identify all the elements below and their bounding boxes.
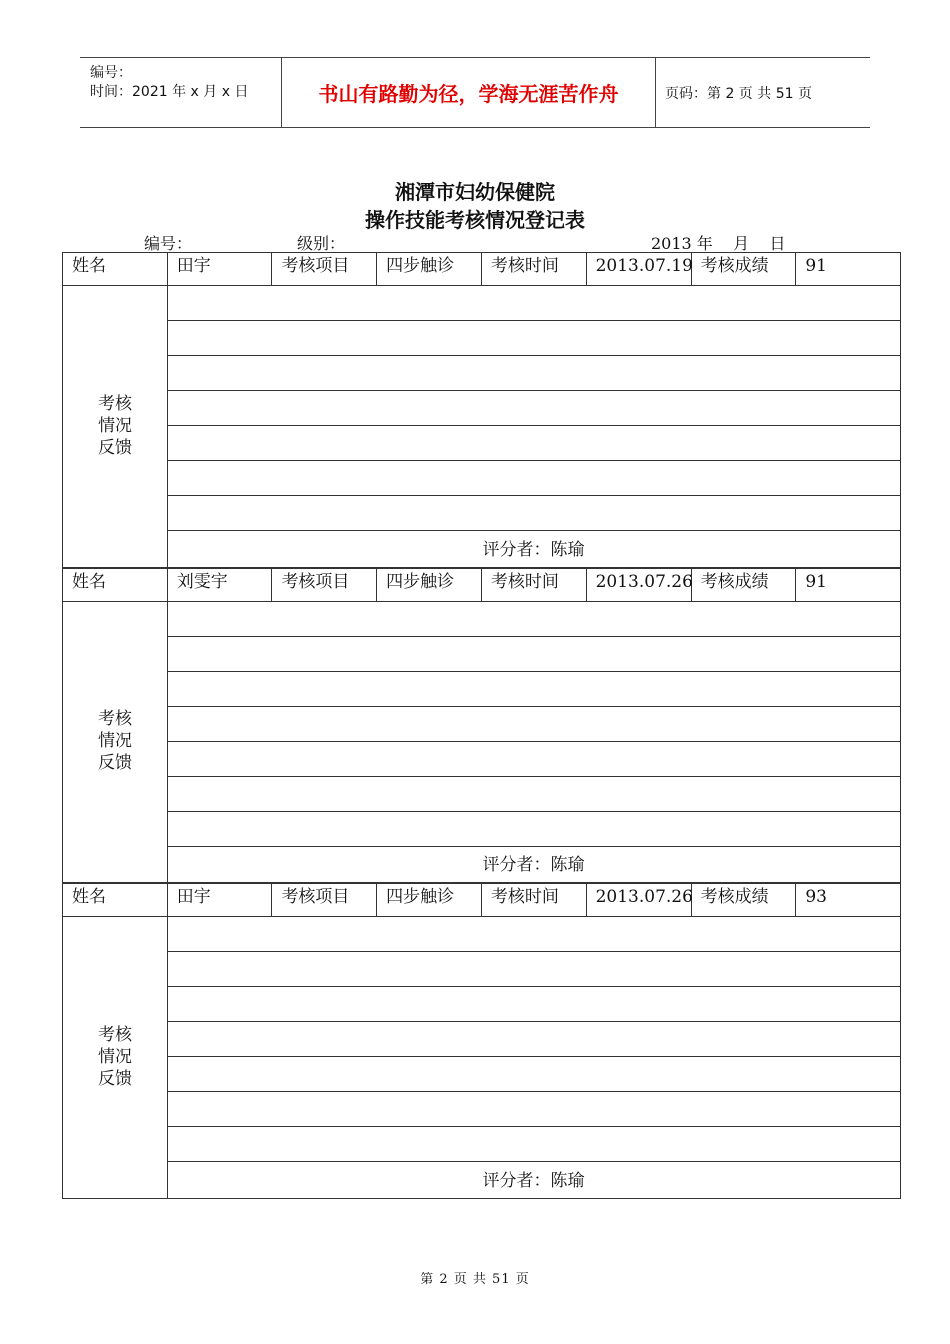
meta-number-label: 编号： [144, 234, 193, 253]
header-time-label: 时间：2021 年 x 月 x 日 [90, 84, 249, 100]
rule-line [167, 1161, 900, 1162]
record-info-row [62, 568, 901, 602]
feedback-label-line: 情况 [98, 731, 132, 752]
feedback-lines [167, 916, 900, 1198]
name-label: 姓名 [63, 253, 168, 285]
rule-line [167, 1021, 900, 1022]
time-value: 2013.07.26 [587, 569, 692, 601]
score-label: 考核成绩 [692, 569, 797, 601]
meta-level-label: 级别： [297, 234, 346, 253]
document-title-line1: 湘潭市妇幼保健院 [395, 180, 555, 204]
feedback-label-line: 反馈 [98, 437, 132, 458]
rule-line [167, 986, 900, 987]
rule-line [167, 355, 900, 356]
feedback-area [62, 285, 901, 568]
item-value: 四步触诊 [377, 569, 482, 601]
rule-line [167, 776, 900, 777]
rule-line [167, 671, 900, 672]
name-value: 田宇 [168, 253, 273, 285]
header-banner [80, 57, 870, 128]
feedback-lines [167, 285, 900, 567]
header-motto: 书山有路勤为径，学海无涯苦作舟 [282, 58, 656, 127]
register-table [62, 252, 901, 1199]
rule-line [167, 530, 900, 531]
feedback-label-line: 考核 [98, 393, 132, 414]
scorer-label: 评分者：陈瑜 [482, 1170, 585, 1191]
feedback-label [63, 916, 168, 1198]
feedback-label-line: 反馈 [98, 1068, 132, 1089]
rule-line [167, 741, 900, 742]
rule-line [167, 390, 900, 391]
time-value: 2013.07.26 [587, 884, 692, 916]
rule-line [167, 846, 900, 847]
name-label: 姓名 [63, 884, 168, 916]
item-value: 四步触诊 [377, 884, 482, 916]
feedback-label-line: 考核 [98, 1024, 132, 1045]
feedback-label [63, 601, 168, 883]
rule-line [167, 495, 900, 496]
document-title-line2: 操作技能考核情况登记表 [365, 208, 585, 232]
feedback-label [63, 285, 168, 567]
record-info-row [62, 252, 901, 286]
feedback-label-line: 反馈 [98, 753, 132, 774]
rule-line [167, 811, 900, 812]
feedback-area [62, 916, 901, 1199]
score-label: 考核成绩 [692, 253, 797, 285]
feedback-label-line: 情况 [98, 415, 132, 436]
item-label: 考核项目 [272, 569, 377, 601]
name-value: 田宇 [168, 884, 273, 916]
item-label: 考核项目 [272, 253, 377, 285]
time-label: 考核时间 [482, 884, 587, 916]
page-footer: 第 2 页 共 51 页 [420, 1272, 530, 1287]
rule-line [167, 460, 900, 461]
rule-line [167, 425, 900, 426]
time-value: 2013.07.19 [587, 253, 692, 285]
header-code-label: 编号： [90, 65, 132, 81]
item-label: 考核项目 [272, 884, 377, 916]
record-block [62, 883, 901, 1199]
feedback-label-line: 情况 [98, 1046, 132, 1067]
rule-line [167, 636, 900, 637]
score-value: 93 [805, 887, 827, 907]
rule-line [167, 951, 900, 952]
rule-line [167, 706, 900, 707]
scorer-label: 评分者：陈瑜 [482, 539, 585, 560]
record-info-row [62, 883, 901, 917]
header-meta-cell [80, 58, 282, 127]
name-value: 刘雯宇 [168, 569, 273, 601]
name-label: 姓名 [63, 569, 168, 601]
rule-line [167, 1056, 900, 1057]
feedback-lines [167, 601, 900, 883]
meta-date-label: 2013 年 月 日 [651, 234, 786, 253]
time-label: 考核时间 [482, 569, 587, 601]
record-block [62, 568, 901, 884]
rule-line [167, 1091, 900, 1092]
feedback-area [62, 601, 901, 884]
score-value: 91 [805, 571, 827, 592]
time-label: 考核时间 [482, 253, 587, 285]
record-block [62, 252, 901, 568]
rule-line [167, 1126, 900, 1127]
rule-line [167, 320, 900, 321]
score-label: 考核成绩 [692, 884, 797, 916]
item-value: 四步触诊 [377, 253, 482, 285]
header-page-info: 页码：第 2 页 共 51 页 [665, 85, 812, 102]
score-value: 91 [805, 256, 827, 276]
scorer-label: 评分者：陈瑜 [482, 855, 585, 875]
feedback-label-line: 考核 [98, 709, 132, 730]
